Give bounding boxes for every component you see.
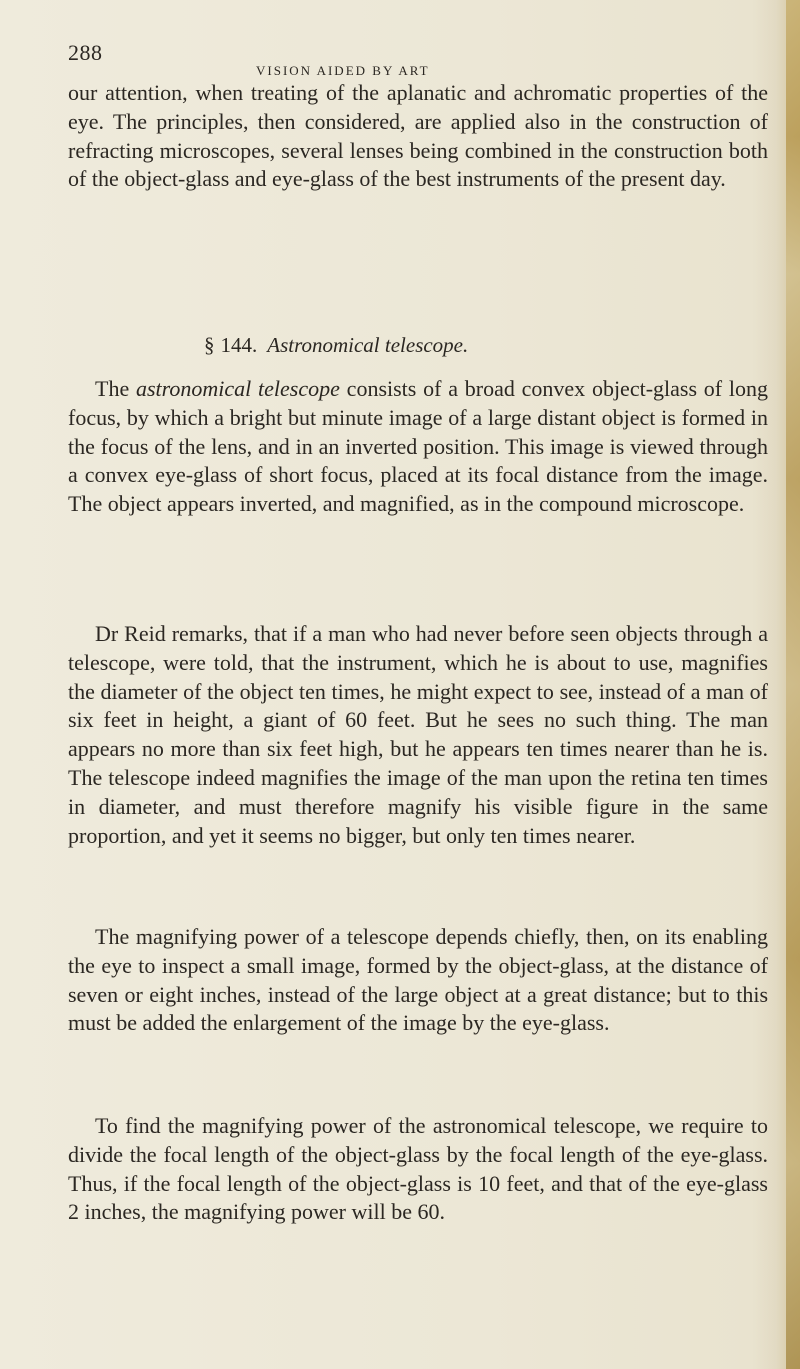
paragraph-dr-reid: Dr Reid remarks, that if a man who had never before seen objects through a telescope, were told, that the instrument, which he is about to use, magnifies the diameter of the object ten times, he might expect to see, instead of a man of six feet in height, a giant of 60 feet. But he sees no such thing. The man appears no more than six feet high, but he appears ten times nearer than he is. The telescope indeed magnifies the image of the man upon the retina ten times in diameter, and must therefore magnify his visible figure in the same proportion, and yet it seems no bigger, but only ten times nearer. [68,621,768,848]
paragraph-find-power: To find the magnifying power of the astronomical telescope, we require to divide the focal length of the object-glass by the focal length of the eye-glass. Thus, if the focal length of the object-glass is 10 feet, and that of the eye-glass 2 inches, the magnifying power will be 60. [68,1113,768,1225]
section-sign: § [204,333,215,357]
paragraph-lead: The [95,376,136,401]
running-head: VISION AIDED BY ART [256,63,430,78]
paragraph-astronomical-telescope [68,375,768,519]
page-number: 288 [68,40,103,65]
paragraph-italic-term: astronomical telescope [135,376,340,401]
paragraph-magnifying-power: The magnifying power of a telescope depends chiefly, then, on its enabling the eye to inspect a small image, formed by the object-glass, at the distance of seven or eight inches, instead of the large object at a great distance; but to this must be added the enlargement of the image by the eye-glass. [68,924,768,1036]
section-title: Astronomical telescope. [267,333,469,357]
page-edge [786,0,800,1369]
section-heading [204,333,468,358]
section-number: 144. [220,333,258,357]
paragraph-body: consists of a broad convex object-glass of long focus, by which a bright but minute image of a large distant object is formed in the focus of the lens, and in an inverted position. This image is viewed through a convex eye-glass of short focus, placed at its focal distance from the image. The object appears inverted, and magnified, as in the compound microscope. [68,376,769,517]
continuation-paragraph: our attention, when treating of the aplanatic and achromatic properties of the eye. The principles, then considered, are applied also in the construction of refracting microscopes, several lenses being combined in the construction both of the object-glass and eye-glass of the best instruments of the present day. [68,80,768,192]
